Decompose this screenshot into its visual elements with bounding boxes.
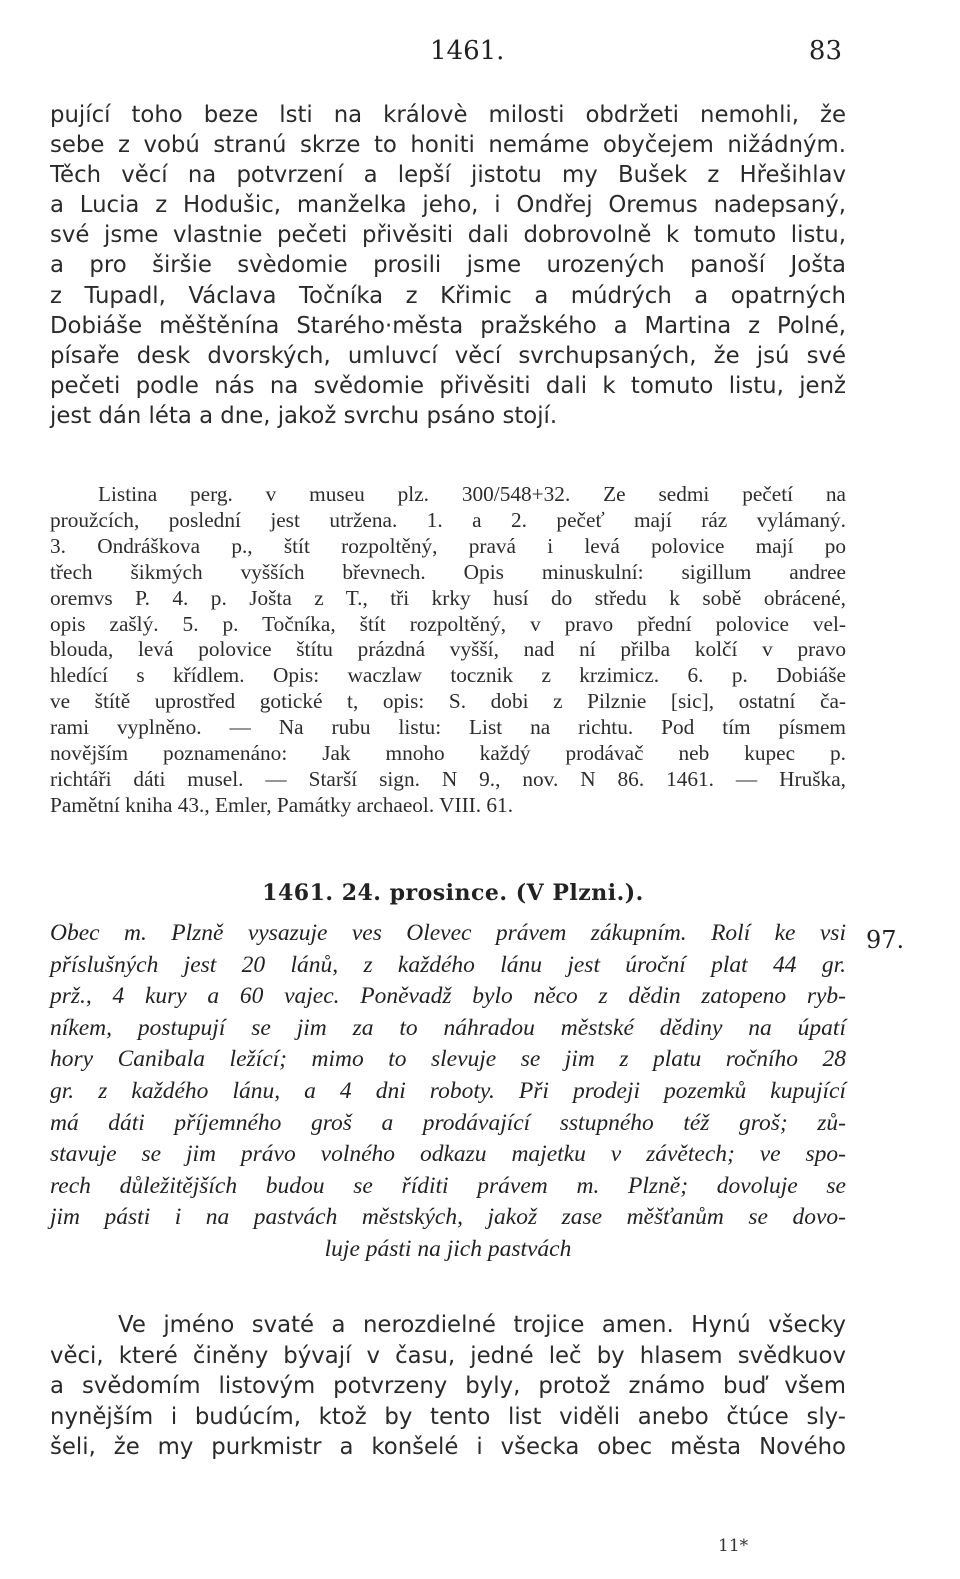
abstract-line: příslušných jest 20 lánů, z každého lánu jest úroční plat 44 gr.: [50, 951, 846, 978]
text-line: šeli, že my purkmistr a konšelé i všecka obec města Nového: [50, 1434, 846, 1460]
main-text-block-2: [50, 1310, 846, 1463]
document-heading: 1461. 24. prosince. (V Plzni.).: [262, 880, 644, 906]
note-line: opis zašlý. 5. p. Točníka, štít rozpoltěný, v pravo přední polovice vel-: [50, 611, 846, 636]
running-header: [50, 36, 846, 76]
text-line: Těch věcí na potvrzení a lepší jistotu my Bušek z Hřešihlav: [50, 162, 846, 189]
main-text-block-1: [50, 100, 846, 431]
text-line: z Tupadl, Václava Točníka z Křimic a múdrých a opatrných: [50, 282, 846, 309]
text-line: věci, které činěny bývají v času, jedné leč by hlasem svědkuov: [50, 1342, 846, 1369]
page-number: 83: [808, 36, 842, 66]
text-line: jest dán léta a dne, jakož svrchu psáno stojí.: [50, 402, 558, 429]
abstract-block: [50, 918, 846, 1266]
abstract-line: rech důležitějších budou se říditi právem m. Plzně; dovoluje se: [50, 1172, 846, 1199]
abstract-line: níkem, postupují se jim za to náhradou městské dědiny na úpatí: [50, 1014, 846, 1041]
text-line: Ve jméno svaté a nerozdielné trojice amen. Hynú všecky: [118, 1312, 846, 1338]
header-year: 1461.: [430, 36, 505, 66]
abstract-line: hory Canibala ležící; mimo to slevuje se jim z platu ročního 28: [50, 1046, 846, 1073]
note-line: 3. Ondráškova p., štít rozpoltěný, pravá i levá polovice mají po: [50, 533, 846, 558]
abstract-line: Obec m. Plzně vysazuje ves Olevec právem zákupním. Rolí ke vsi: [50, 920, 846, 946]
text-line: nynějším i budúcím, ktož by tento list viděli anebo čtúce sly-: [50, 1403, 846, 1430]
abstract-line: gr. z každého lánu, a 4 dni roboty. Při prodeji pozemků kupující: [50, 1077, 846, 1104]
note-line: richtáři dáti musel. — Starší sign. N 9., nov. N 86. 1461. — Hruška,: [50, 766, 846, 791]
note-line: Pamětní kniha 43., Emler, Památky archaeol. VIII. 61.: [50, 792, 514, 817]
abstract-line: luje pásti na jich pastvách: [324, 1235, 572, 1262]
signature-mark: 11*: [718, 1536, 749, 1556]
note-line: ve štítě uprostřed gotické t, opis: S. dobi z Pilznie [sic], ostatní ča-: [50, 689, 846, 714]
text-line: své jsme vlastnie pečeti přivěsiti dali dobrovolně k tomuto listu,: [50, 222, 846, 249]
text-line: písaře desk dvorských, umluvcí věcí svrchupsaných, že jsú své: [50, 342, 846, 369]
note-line: rami vyplněno. — Na rubu listu: List na richtu. Pod tím písmem: [50, 715, 846, 740]
text-line: pečeti podle nás na svědomie přivěsiti dali k tomuto listu, jenž: [50, 372, 846, 399]
note-line: proužcích, poslední jest utržena. 1. a 2. pečeť mají ráz vylámaný.: [50, 507, 846, 532]
note-line: třech šikmých vyšších břevnech. Opis minuskulní: sigillum andree: [50, 559, 846, 584]
abstract-line: prž., 4 kury a 60 vajec. Poněvadž bylo něco z dědin zatopeno ryb-: [50, 983, 846, 1010]
text-line: pující toho beze lsti na královè milosti obdržeti nemohli, že: [50, 102, 846, 128]
note-line: blouda, levá polovice štítu prázdná vyšší, nad ní přilba kolčí v pravo: [50, 637, 846, 662]
text-line: a pro širšie svèdomie prosili jsme urozených panoší Jošta: [50, 252, 846, 279]
note-line: hledící s křídlem. Opis: waczlaw tocznik z krzimicz. 6. p. Dobiáše: [50, 663, 846, 688]
text-line: Dobiáše měštěnína Starého·města pražského a Martina z Polné,: [50, 312, 846, 339]
note-line: Listina perg. v museu plz. 300/548+32. Ze sedmi pečetí na: [98, 482, 846, 506]
note-line: oremvs P. 4. p. Jošta z T., tři krky husí do středu k sobě obrácené,: [50, 585, 846, 610]
source-notes: [50, 482, 846, 819]
text-line: a Lucia z Hodušic, manželka jeho, i Ondřej Oremus nadepsaný,: [50, 192, 846, 219]
note-line: novějším poznamenáno: Jak mnoho každý prodávač neb kupec p.: [50, 741, 846, 766]
text-line: a svědomím listovým potvrzeny byly, protož známo buď všem: [50, 1373, 846, 1399]
abstract-line: má dáti příjemného groš a prodávající sstupného též groš; zů-: [50, 1109, 846, 1136]
abstract-line: stavuje se jim právo volného odkazu majetku v závětech; ve spo-: [50, 1141, 846, 1168]
text-line: sebe z vobú stranú skrze to honiti nemáme obyčejem nižádným.: [50, 132, 846, 159]
margin-document-number: 97.: [866, 926, 905, 954]
abstract-line: jim pásti i na pastvách městských, jakož zase měšťanům se dovo-: [50, 1204, 846, 1231]
